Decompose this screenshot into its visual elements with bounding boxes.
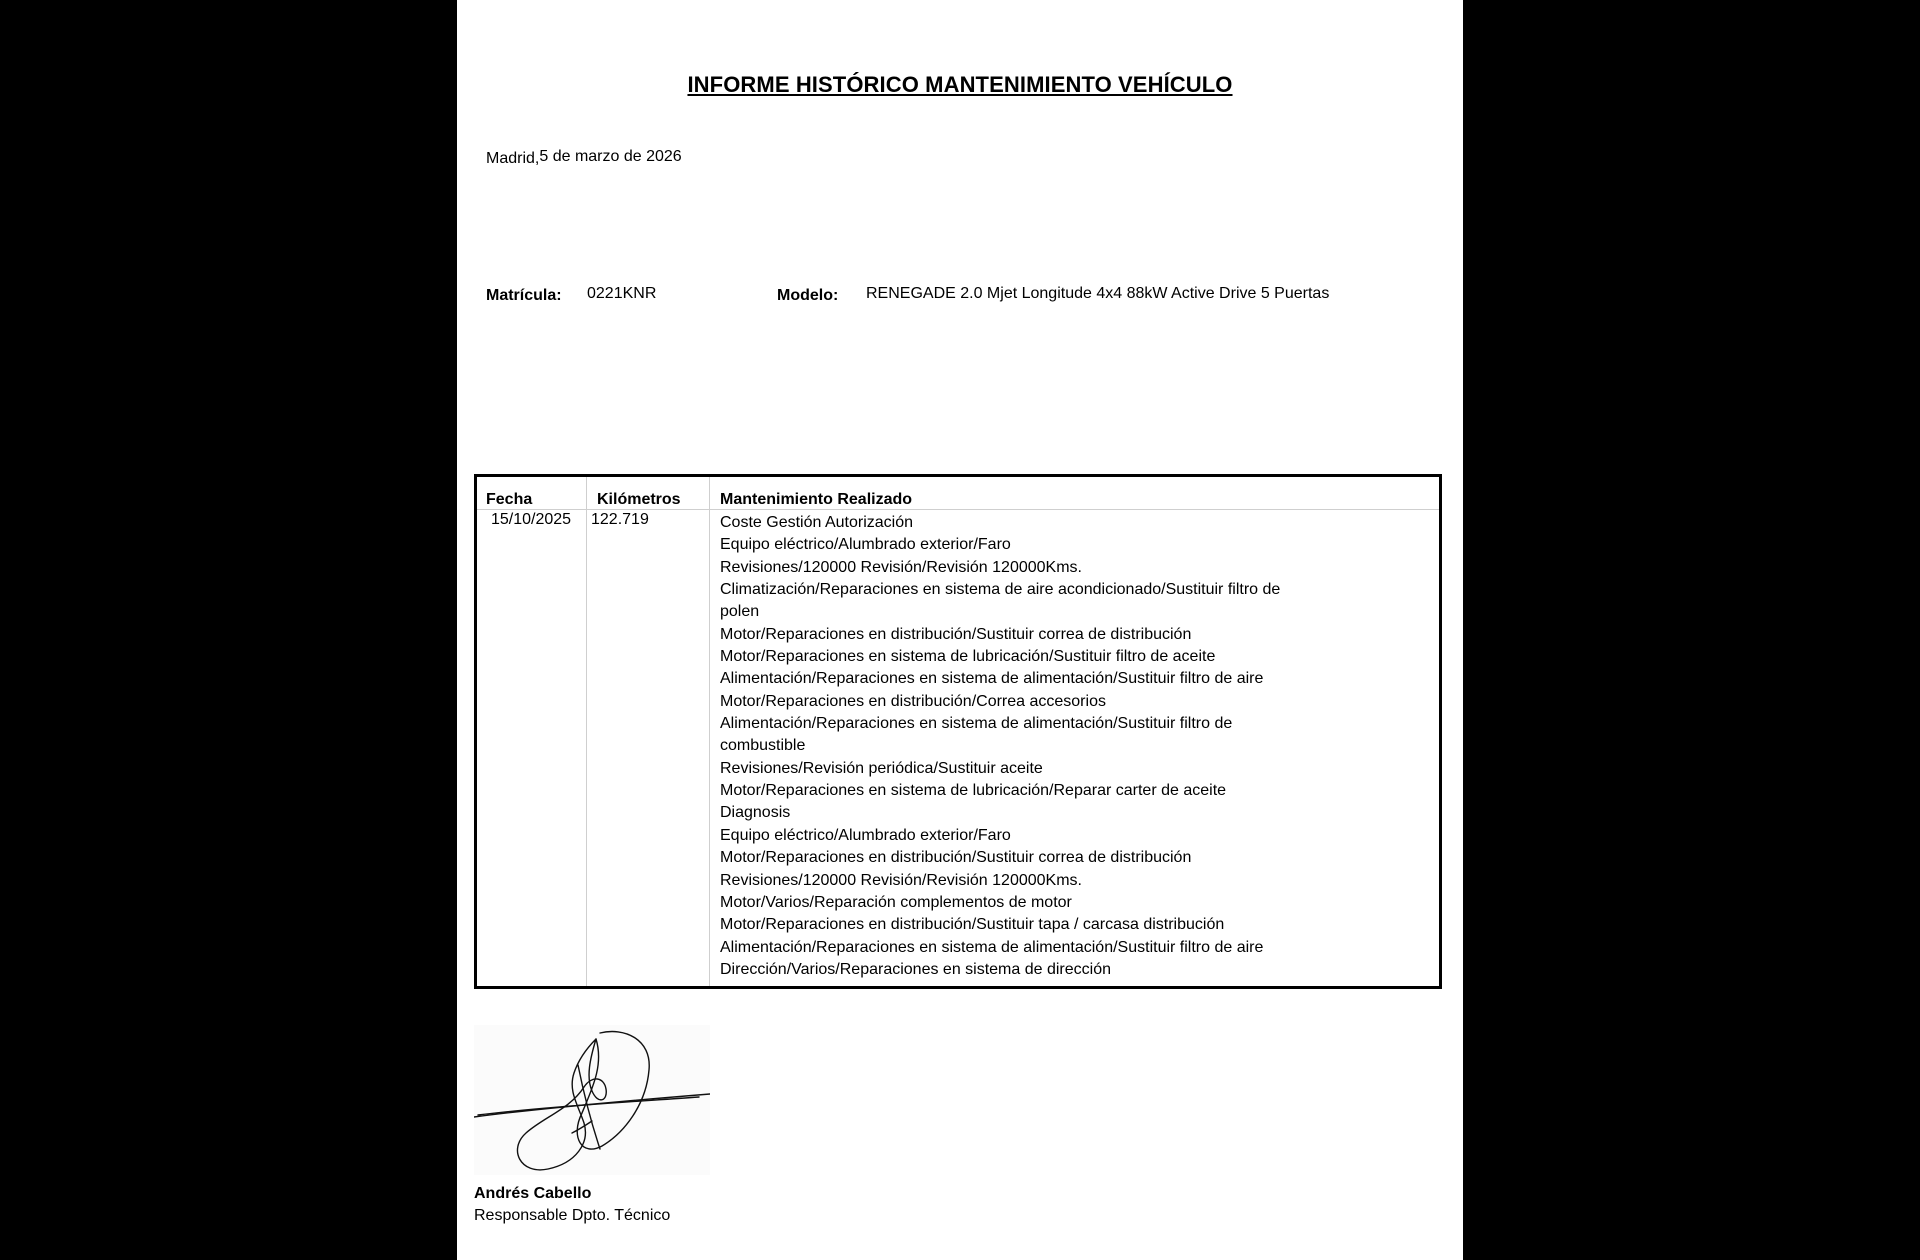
- maintenance-item: Motor/Reparaciones en distribución/Sustituir correa de distribución: [720, 849, 1192, 867]
- signer-role: Responsable Dpto. Técnico: [474, 1207, 671, 1224]
- maintenance-item: Dirección/Varios/Reparaciones en sistema de dirección: [720, 960, 1111, 978]
- place-date: [486, 150, 682, 168]
- row-fecha: 15/10/2025: [491, 511, 572, 528]
- signature-image: [474, 1025, 710, 1175]
- maintenance-item: Motor/Reparaciones en sistema de lubricación/Sustituir filtro de aceite: [720, 648, 1216, 666]
- column-divider: [586, 477, 587, 986]
- document-title: INFORME HISTÓRICO MANTENIMIENTO VEHÍCULO: [687, 72, 1233, 97]
- modelo-value: RENEGADE 2.0 Mjet Longitude 4x4 88kW Active Drive 5 Puertas: [866, 285, 1330, 302]
- modelo-label: Modelo:: [777, 287, 839, 304]
- date: 5 de marzo de 2026: [539, 148, 682, 165]
- maintenance-item: Revisiones/Revisión periódica/Sustituir aceite: [720, 759, 1043, 777]
- maintenance-item: Motor/Varios/Reparación complementos de motor: [720, 893, 1072, 911]
- maintenance-item: Coste Gestión Autorización: [720, 514, 913, 531]
- document-page: [457, 0, 1463, 1260]
- maintenance-item: Motor/Reparaciones en sistema de lubricación/Reparar carter de aceite: [720, 782, 1227, 800]
- maintenance-item: Motor/Reparaciones en distribución/Sustituir correa de distribución: [720, 625, 1192, 643]
- maintenance-item: Motor/Reparaciones en distribución/Correa accesorios: [720, 692, 1106, 710]
- place: Madrid,: [486, 150, 540, 167]
- header-fecha: Fecha: [486, 491, 533, 508]
- maintenance-item: Revisiones/120000 Revisión/Revisión 120000Kms.: [720, 871, 1082, 889]
- maintenance-item: Alimentación/Reparaciones en sistema de alimentación/Sustituir filtro de: [720, 715, 1233, 733]
- maintenance-item: Revisiones/120000 Revisión/Revisión 120000Kms.: [720, 558, 1082, 576]
- maintenance-item: Diagnosis: [720, 804, 791, 822]
- maintenance-item: Alimentación/Reparaciones en sistema de alimentación/Sustituir filtro de aire: [720, 938, 1264, 956]
- row-kilometros: 122.719: [591, 511, 649, 528]
- maintenance-item: polen: [720, 603, 760, 621]
- row-maintenance-list: [720, 512, 1340, 981]
- header-kilometros: Kilómetros: [597, 491, 681, 508]
- signer-name: Andrés Cabello: [474, 1185, 592, 1202]
- matricula-label: Matrícula:: [486, 287, 562, 304]
- column-divider: [709, 477, 710, 986]
- maintenance-item: combustible: [720, 737, 806, 755]
- header-mantenimiento: Mantenimiento Realizado: [720, 491, 913, 508]
- maintenance-item: Climatización/Reparaciones en sistema de aire acondicionado/Sustituir filtro de: [720, 581, 1281, 599]
- maintenance-table: [474, 474, 1442, 989]
- header-divider: [477, 509, 1439, 510]
- maintenance-item: Equipo eléctrico/Alumbrado exterior/Faro: [720, 826, 1011, 844]
- signature-drawing: [474, 1025, 710, 1175]
- maintenance-item: Motor/Reparaciones en distribución/Sustituir tapa / carcasa distribución: [720, 916, 1225, 934]
- maintenance-item: Equipo eléctrico/Alumbrado exterior/Faro: [720, 536, 1011, 554]
- matricula-value: 0221KNR: [587, 285, 657, 302]
- maintenance-item: Alimentación/Reparaciones en sistema de alimentación/Sustituir filtro de aire: [720, 670, 1264, 688]
